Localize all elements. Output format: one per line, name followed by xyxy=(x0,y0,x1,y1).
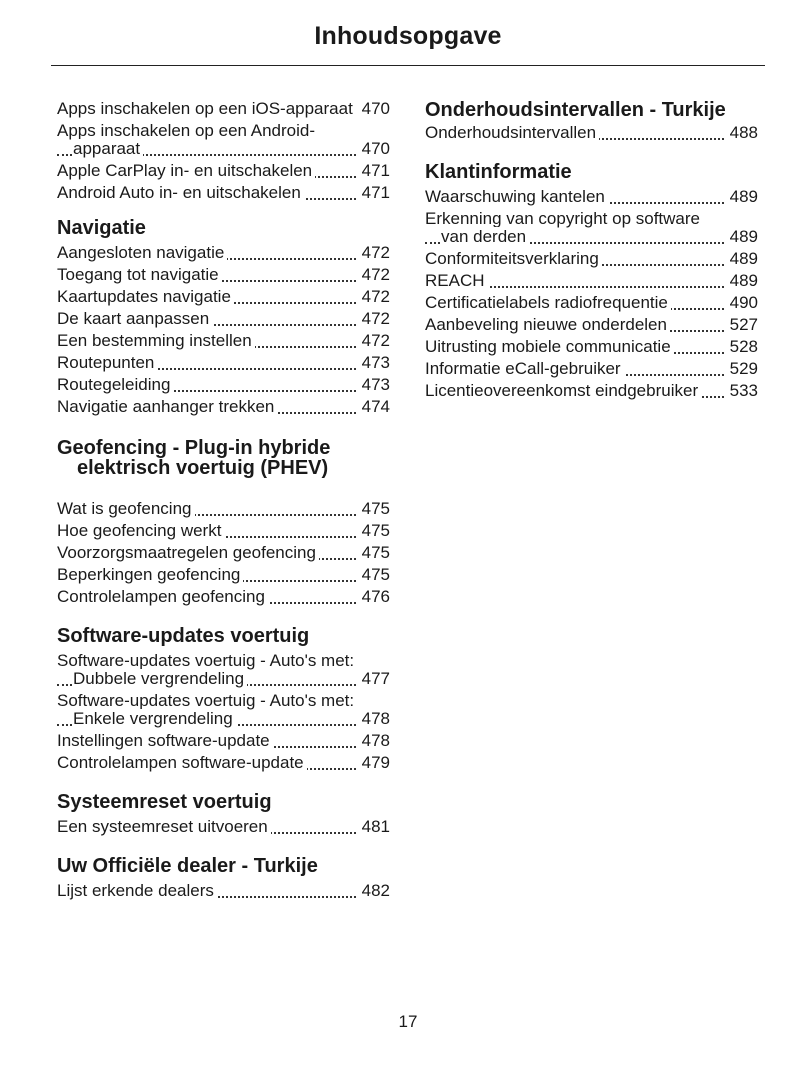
toc-entry-label: Routepunten xyxy=(57,354,157,372)
section-heading: Systeemreset voertuig xyxy=(57,791,272,813)
toc-entry[interactable] xyxy=(57,288,390,306)
page-number: 17 xyxy=(398,1012,418,1031)
toc-entry-page: 475 xyxy=(356,544,390,562)
toc-entry-page: 472 xyxy=(356,266,390,284)
toc-entry[interactable] xyxy=(57,398,390,416)
toc-entry-label: Licentieovereenkomst eindgebruiker xyxy=(425,382,701,400)
toc-entry-label: Kaartupdates navigatie xyxy=(57,288,234,306)
toc-entry-label: Toegang tot navigatie xyxy=(57,266,222,284)
section-heading: Geofencing - Plug-in hybride elektrisch voertuig (PHEV) xyxy=(57,437,331,479)
toc-entry[interactable] xyxy=(425,272,758,290)
toc-entry[interactable] xyxy=(57,522,390,540)
toc-entry[interactable] xyxy=(57,266,390,284)
toc-entry[interactable] xyxy=(57,184,390,202)
toc-entry-page: 475 xyxy=(356,500,390,518)
toc-entry-label: Routegeleiding xyxy=(57,376,173,394)
toc-entry-label: Hoe geofencing werkt xyxy=(57,522,224,540)
toc-entry[interactable] xyxy=(57,332,390,350)
toc-entry-page: 478 xyxy=(356,732,390,750)
toc-entry[interactable] xyxy=(57,122,390,158)
toc-entry-page: 489 xyxy=(724,188,758,206)
toc-entry-page: 472 xyxy=(356,288,390,306)
toc-entry[interactable] xyxy=(425,124,758,142)
section-heading: Software-updates voertuig xyxy=(57,625,310,647)
toc-entry[interactable] xyxy=(57,500,390,518)
section-heading: Uw Officiële dealer - Turkije xyxy=(57,855,318,877)
toc-entry-page: 489 xyxy=(724,250,758,268)
toc-entry[interactable] xyxy=(57,652,390,688)
toc-entry[interactable] xyxy=(425,210,758,246)
toc-right-column xyxy=(425,100,758,400)
toc-entry[interactable] xyxy=(425,360,758,378)
toc-entry-page: 528 xyxy=(724,338,758,356)
toc-entry-page: 472 xyxy=(356,310,390,328)
toc-entry-label: Een systeemreset uitvoeren xyxy=(57,818,271,836)
toc-entry-page: 479 xyxy=(356,754,390,772)
toc-entry[interactable] xyxy=(57,244,390,262)
toc-entry-page: 527 xyxy=(724,316,758,334)
toc-entry-page: 471 xyxy=(356,162,390,180)
section-heading: Klantinformatie xyxy=(425,161,572,183)
toc-entry[interactable] xyxy=(425,188,758,206)
toc-entry[interactable] xyxy=(57,100,390,118)
toc-entry[interactable] xyxy=(57,354,390,372)
toc-entry-label: Informatie eCall-gebruiker xyxy=(425,360,624,378)
toc-entry-page: 489 xyxy=(724,272,758,290)
section-heading: Onderhoudsintervallen - Turkije xyxy=(425,99,726,121)
toc-entry-page: 533 xyxy=(724,382,758,400)
toc-entry-label: Uitrusting mobiele communicatie xyxy=(425,338,674,356)
toc-entry[interactable] xyxy=(425,294,758,312)
toc-entry[interactable] xyxy=(57,588,390,606)
toc-entry-page: 470 xyxy=(356,140,390,158)
toc-entry[interactable] xyxy=(57,754,390,772)
toc-entry-label: Waarschuwing kantelen xyxy=(425,188,608,206)
toc-entry-page: 482 xyxy=(356,882,390,900)
toc-entry[interactable] xyxy=(57,310,390,328)
toc-entry-page: 488 xyxy=(724,124,758,142)
toc-entry-label: Apps inschakelen op een iOS-apparaat xyxy=(57,100,356,118)
toc-entry-label: Aanbeveling nieuwe onderdelen xyxy=(425,316,670,334)
toc-entry-page: 472 xyxy=(356,244,390,262)
toc-entry[interactable] xyxy=(57,818,390,836)
toc-entry-label: De kaart aanpassen xyxy=(57,310,212,328)
toc-entry-page: 470 xyxy=(356,100,390,118)
toc-entry-label: Apple CarPlay in- en uitschakelen xyxy=(57,162,315,180)
toc-entry-page: 476 xyxy=(356,588,390,606)
page-title: Inhoudsopgave xyxy=(314,22,502,50)
toc-entry-page: 478 xyxy=(356,710,390,728)
toc-entry[interactable] xyxy=(57,882,390,900)
toc-left-column xyxy=(57,100,390,900)
toc-entry-page: 471 xyxy=(356,184,390,202)
toc-entry-page: 475 xyxy=(356,566,390,584)
toc-entry-label: Software-updates voertuig - Auto's met: Dubbele vergrendeling xyxy=(57,652,355,688)
toc-entry[interactable] xyxy=(425,316,758,334)
toc-entry[interactable] xyxy=(57,732,390,750)
toc-entry-label: Onderhoudsintervallen xyxy=(425,124,599,142)
toc-entry-label: Voorzorgsmaatregelen geofencing xyxy=(57,544,319,562)
toc-entry-page: 472 xyxy=(356,332,390,350)
toc-entry[interactable] xyxy=(425,382,758,400)
toc-entry-label: Wat is geofencing xyxy=(57,500,195,518)
toc-entry-label: Instellingen software-update xyxy=(57,732,273,750)
toc-entry-label: REACH xyxy=(425,272,488,290)
toc-entry[interactable] xyxy=(425,338,758,356)
toc-entry-label: Controlelampen geofencing xyxy=(57,588,268,606)
toc-entry-label: Software-updates voertuig - Auto's met: Enkele vergrendeling xyxy=(57,692,355,728)
toc-entry-label: Certificatielabels radiofrequentie xyxy=(425,294,671,312)
toc-entry-page: 475 xyxy=(356,522,390,540)
toc-entry[interactable] xyxy=(57,566,390,584)
toc-entry-page: 473 xyxy=(356,354,390,372)
toc-entry-label: Beperkingen geofencing xyxy=(57,566,243,584)
toc-entry-label: Een bestemming instellen xyxy=(57,332,255,350)
toc-entry-label: Controlelampen software-update xyxy=(57,754,307,772)
section-heading: Navigatie xyxy=(57,217,146,239)
toc-entry[interactable] xyxy=(425,250,758,268)
toc-entry-page: 477 xyxy=(356,670,390,688)
toc-entry-label: Apps inschakelen op een Android-apparaat xyxy=(57,122,316,158)
toc-entry-label: Erkenning van copyright op software van derden xyxy=(425,210,700,246)
toc-entry-page: 474 xyxy=(356,398,390,416)
title-divider xyxy=(51,65,765,66)
toc-entry-label: Lijst erkende dealers xyxy=(57,882,217,900)
toc-entry-label: Conformiteitsverklaring xyxy=(425,250,602,268)
toc-entry[interactable] xyxy=(57,692,390,728)
toc-entry[interactable] xyxy=(57,376,390,394)
toc-entry-label: Navigatie aanhanger trekken xyxy=(57,398,277,416)
toc-entry-label: Android Auto in- en uitschakelen xyxy=(57,184,304,202)
toc-entry-page: 481 xyxy=(356,818,390,836)
toc-entry[interactable] xyxy=(57,162,390,180)
toc-entry-label: Aangesloten navigatie xyxy=(57,244,227,262)
toc-entry-page: 529 xyxy=(724,360,758,378)
toc-entry[interactable] xyxy=(57,544,390,562)
toc-entry-page: 473 xyxy=(356,376,390,394)
toc-entry-page: 490 xyxy=(724,294,758,312)
toc-entry-page: 489 xyxy=(724,228,758,246)
